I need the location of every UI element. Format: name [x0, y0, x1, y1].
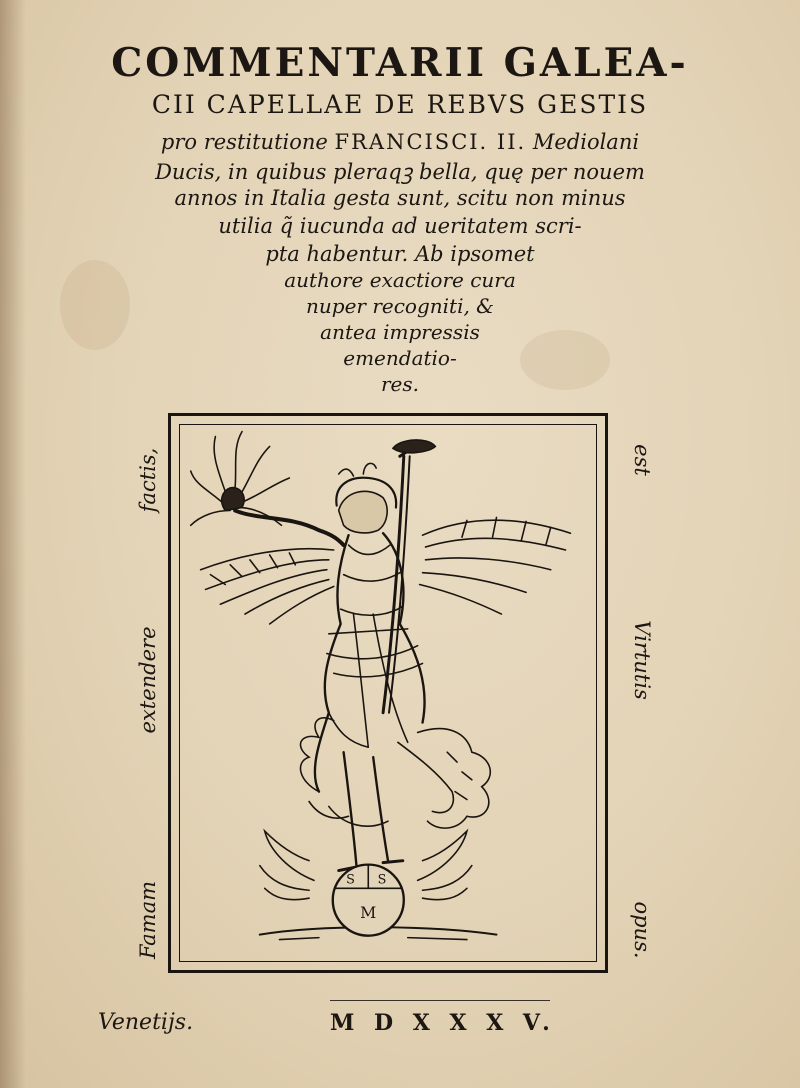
- title-line-3-start: pro restitutione: [160, 130, 328, 154]
- globe-letter: M: [360, 902, 377, 922]
- motto-word: extendere: [136, 626, 160, 734]
- globe-letter: S: [377, 872, 387, 888]
- globe-letter: S: [346, 872, 355, 888]
- motto-word: opus.: [630, 901, 654, 959]
- imprint-rule: [330, 1000, 550, 1001]
- title-line-4: Ducis, in quibus pleraqꝫ bella, quę per nouem: [155, 160, 645, 184]
- title-line-9: nuper recogniti, &: [306, 294, 494, 318]
- drapery-icon: [300, 718, 490, 828]
- title-line-11: emendatio-: [343, 346, 457, 370]
- motto-word: est: [630, 444, 654, 476]
- imprint-place: Venetijs.: [98, 1010, 194, 1035]
- title-line-3-end: Mediolani: [532, 130, 640, 154]
- motto-word: Famam: [136, 880, 160, 960]
- title-line-3: [0, 130, 800, 154]
- motto-word: factis,: [136, 447, 160, 513]
- motto-right-middle: [612, 605, 672, 715]
- title-line-8: authore exactiore cura: [284, 268, 516, 292]
- title-line-6: utilia q̃ iucunda ad ueritatem scri-: [218, 214, 582, 238]
- title-line-7: pta habentur. Ab ipsomet: [265, 242, 535, 266]
- title-line-2: CII CAPELLAE DE REBVS GESTIS: [151, 90, 649, 119]
- title-line-10: antea impressis: [320, 320, 480, 344]
- right-wing-icon: [420, 517, 571, 614]
- title-line-5: annos in Italia gesta sunt, scitu non minus: [174, 186, 626, 210]
- title-line-12: res.: [380, 372, 420, 396]
- woodcut-frame: [168, 413, 608, 973]
- motto-right-bottom: [612, 880, 672, 980]
- motto-word: Virtutis: [630, 620, 654, 700]
- motto-right-top: [612, 420, 672, 500]
- fame-angel-woodcut: [171, 416, 605, 970]
- globe-icon: [333, 865, 404, 936]
- imprint-year: M D X X X V.: [330, 1010, 556, 1036]
- title-line-1: COMMENTARII GALEA-: [111, 40, 689, 86]
- left-wing-icon: [201, 549, 334, 624]
- title-line-3-caps: FRANCISCI. II.: [334, 130, 527, 154]
